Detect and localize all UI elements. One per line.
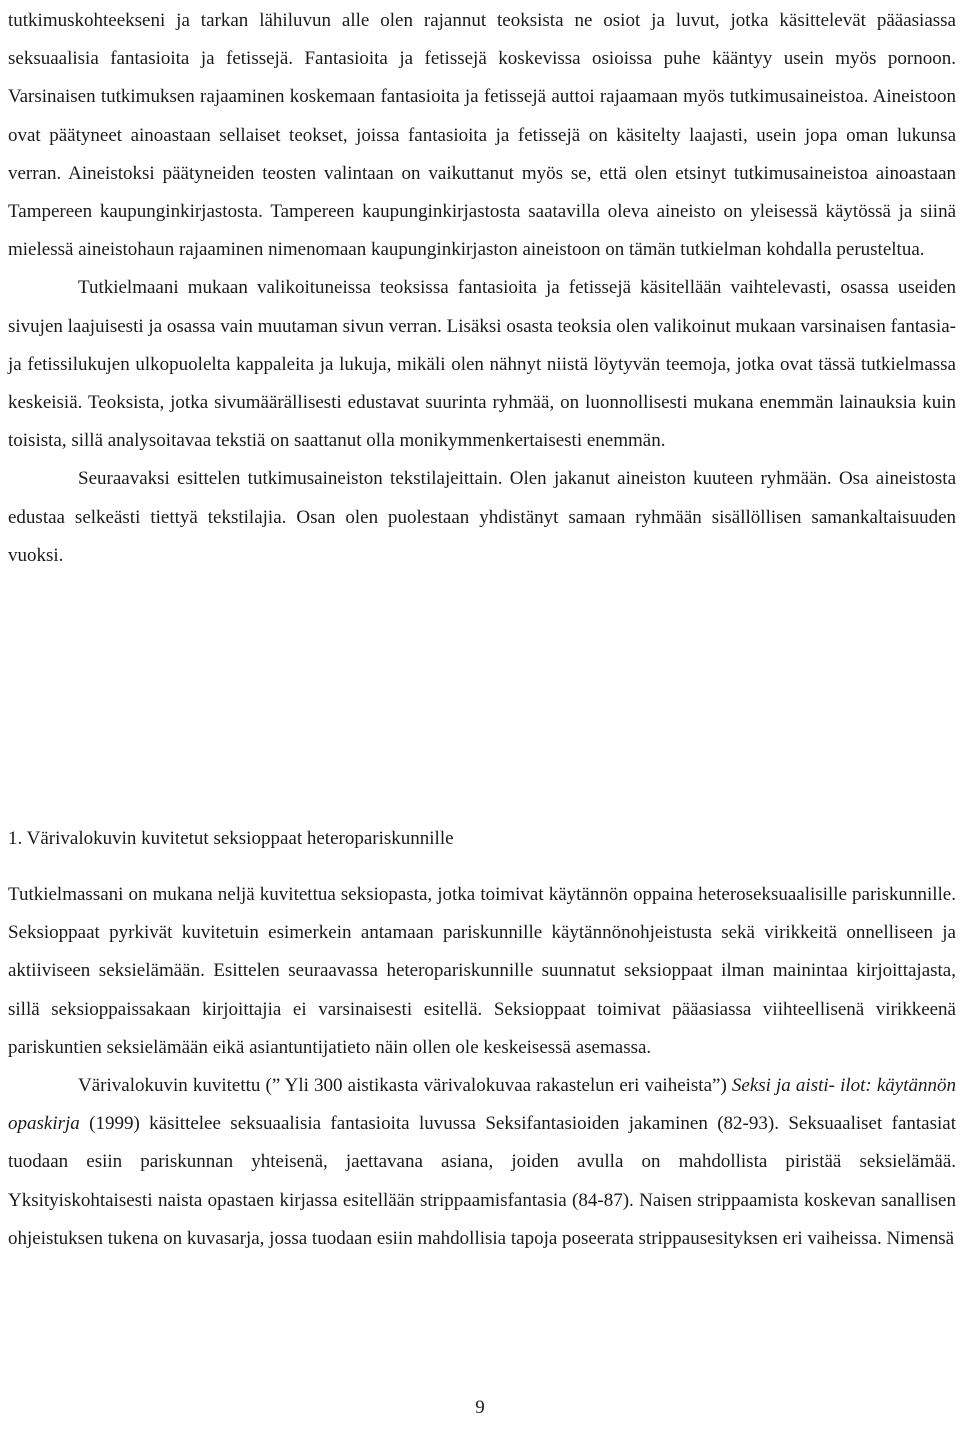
- page-number: 9: [475, 1397, 485, 1418]
- paragraph-2: Tutkielmaani mukaan valikoituneissa teoksissa fantasioita ja fetissejä käsitellään vaihtelevasti, osassa useiden sivujen laajuisesti ja osassa vain muutaman sivun verran. Lisäksi osasta teoksia olen valikoinut mukaan varsinaisen fantasia- ja fetissilukujen ulkopuolelta kappaleita ja lukuja, mikäli olen nähnyt niistä löytyvän teemoja, jotka ovat tässä tutkielmassa keskeisiä. Teoksista, jotka sivumäärällisesti edustavat suurinta ryhmää, on luonnollisesti mukana enemmän lainauksia kuin toisista, sillä analysoitavaa tekstiä on saattanut olla monikymmenkertaisesti enemmän.: [8, 277, 956, 452]
- paragraph-5: [8, 1067, 956, 1258]
- book-title: Seksi ja aisti- ilot: käytännön opaskirja: [8, 1075, 956, 1135]
- paragraph-3: Seuraavaksi esittelen tutkimusaineiston tekstilajeittain. Olen jakanut aineiston kuuteen ryhmään. Osa aineistosta edustaa selkeästi tiettyä tekstilajia. Osan olen puolestaan yhdistänyt samaan ryhmään sisällöllisen samankaltaisuuden vuoksi.: [8, 468, 956, 566]
- section-body: [8, 876, 956, 1258]
- section-heading: 1. Värivalokuvin kuvitetut seksioppaat heteropariskunnille: [8, 828, 454, 849]
- document-page: [8, 0, 956, 1249]
- paragraph-5-intro: Värivalokuvin kuvitettu (” Yli 300 aistikasta värivalokuvaa rakastelun eri vaiheista”): [78, 1075, 732, 1097]
- paragraph-1: tutkimuskohteekseni ja tarkan lähiluvun alle olen rajannut teoksista ne osiot ja luvut, jotka käsittelevät pääasiassa seksuaalisia fantasioita ja fetissejä. Fantasioita ja fetissejä koskevissa osioissa puhe kääntyy usein myös pornoon. Varsinaisen tutkimuksen rajaaminen koskemaan fantasioita ja fetissejä auttoi rajaamaan myös tutkimusaineistoa. Aineistoon ovat päätyneet ainoastaan sellaiset teokset, joissa fantasioita ja fetissejä on käsitelty laajasti, usein jopa oman lukunsa verran. Aineistoksi päätyneiden teosten valintaan on vaikuttanut myös se, että olen etsinyt tutkimusaineistoa ainoastaan Tampereen kaupunginkirjastosta. Tampereen kaupunginkirjastosta saatavilla oleva aineisto on yleisessä käytössä ja siinä mielessä aineistohaun rajaaminen nimenomaan kaupunginkirjaston aineistoon on tämän tutkielman kohdalla perusteltua.: [8, 10, 956, 261]
- paragraph-4: Tutkielmassani on mukana neljä kuvitettua seksiopasta, jotka toimivat käytännön oppaina heteroseksuaalisille pariskunnille. Seksioppaat pyrkivät kuvitetuin esimerkein antamaan pariskunnille käytännönohjeistusta sekä virikkeitä onnelliseen ja aktiiviseen seksielämään. Esittelen seuraavassa heteropariskunnille suunnatut seksioppaat ilman mainintaa kirjoittajasta, sillä seksioppaissakaan kirjoittajia ei varsinaisesti esitellä. Seksioppaat toimivat pääasiassa viihteellisenä virikkeenä pariskuntien seksielämään eikä asiantuntijatieto näin ollen ole keskeisessä asemassa.: [8, 884, 956, 1058]
- paragraph-5-rest: (1999) käsittelee seksuaalisia fantasioita luvussa Seksifantasioiden jakaminen (82-93). Seksuaaliset fantasiat tuodaan esiin pariskunnan yhteisenä, jaettavana asiana, joiden avulla on mahdollista piristää seksielämää. Yksityiskohtaisesti naista opastaen kirjassa esitellään strippaamisfantasia (84-87). Naisen strippaamista koskevan sanallisen ohjeistuksen tukena on kuvasarja, jossa tuodaan esiin mahdollisia tapoja poseerata strippausesityksen eri vaiheissa. Nimensä: [8, 1113, 956, 1249]
